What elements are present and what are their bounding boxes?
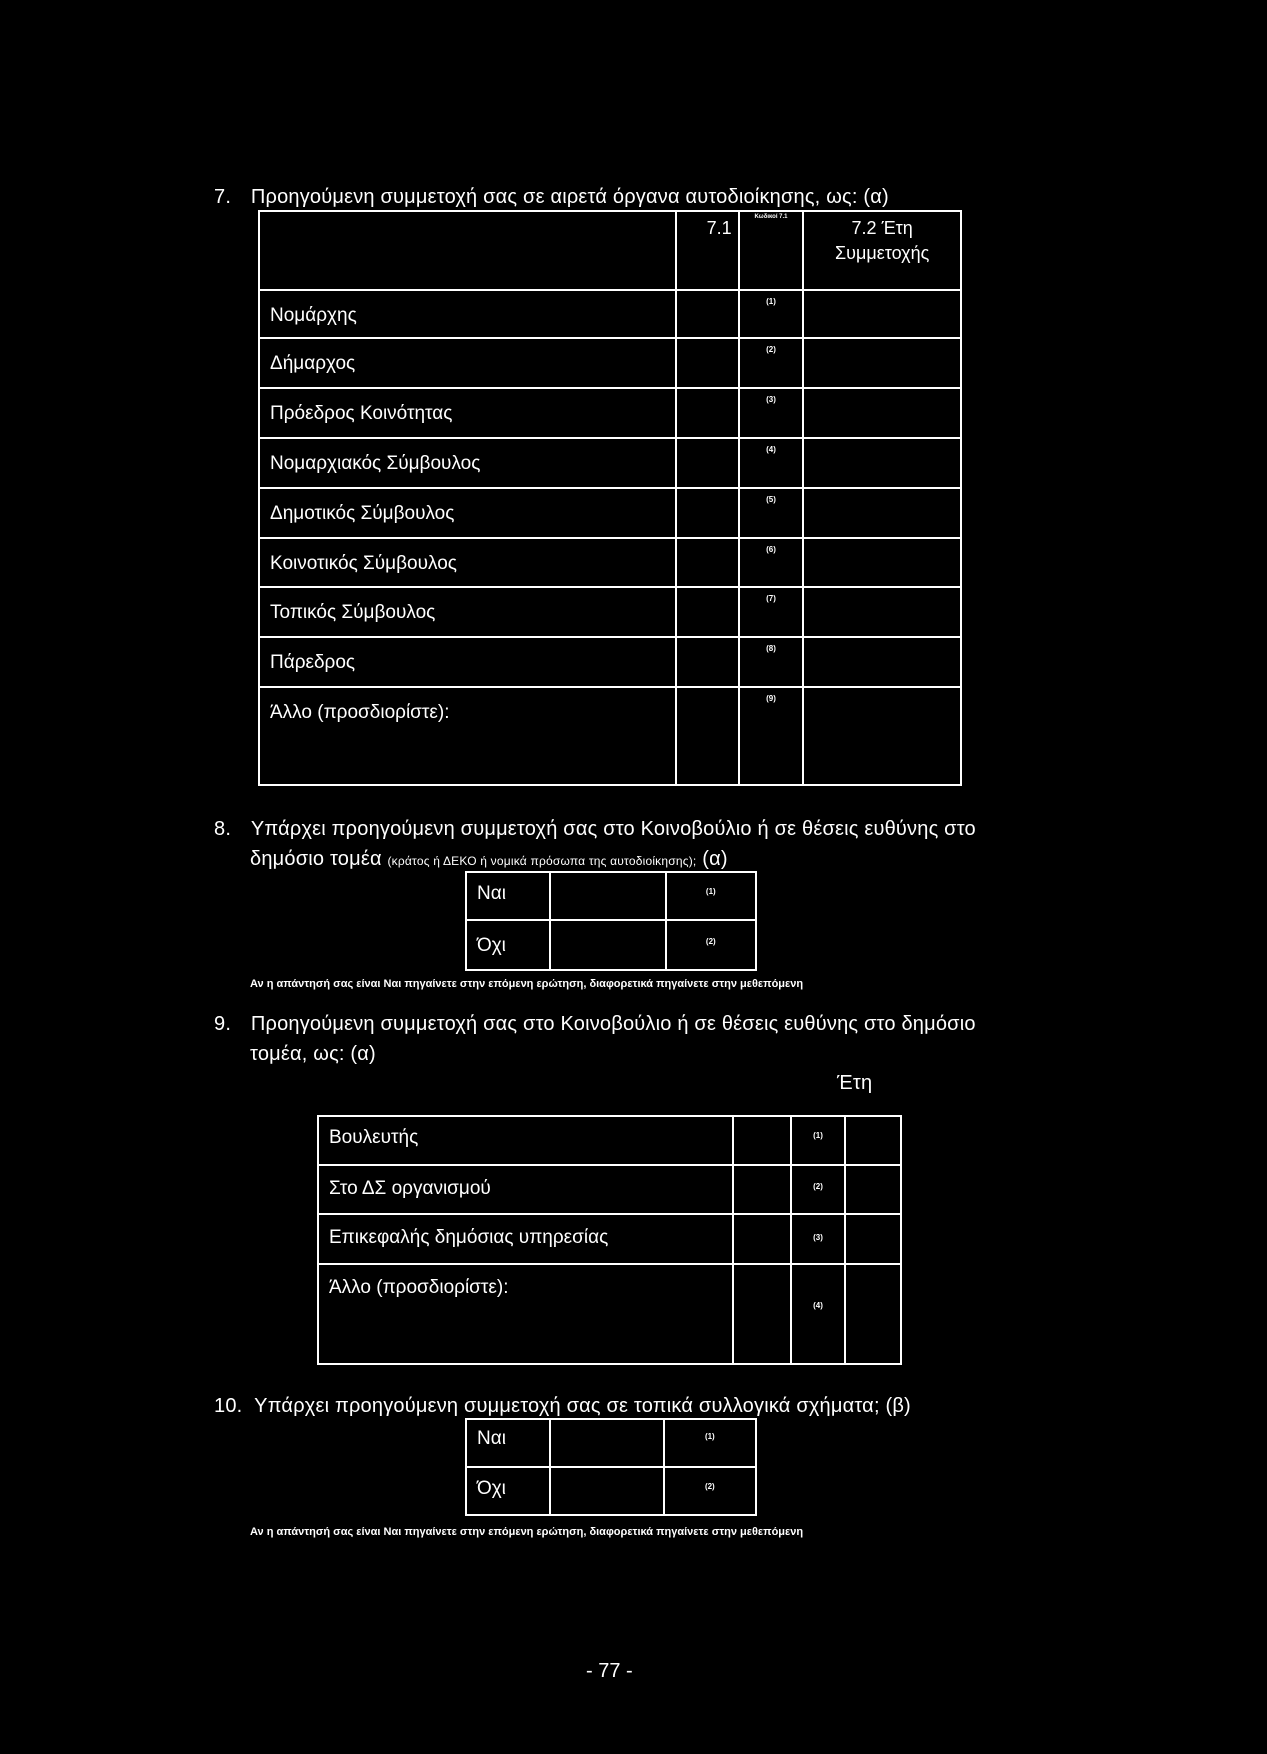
q8-answer-cell[interactable] xyxy=(550,872,666,920)
q8-row-label: Ναι xyxy=(466,872,550,920)
q7-row-label: Πάρεδρος xyxy=(259,637,676,687)
q7-row-label: Νομάρχης xyxy=(259,290,676,338)
table-row xyxy=(259,290,961,338)
q7-years-cell[interactable] xyxy=(803,637,961,687)
page-number: - 77 - xyxy=(586,1660,633,1682)
q8-number: 8. xyxy=(214,818,232,840)
q7-years-cell[interactable] xyxy=(803,438,961,488)
q7-years-cell[interactable] xyxy=(803,338,961,388)
q7-table xyxy=(258,210,962,786)
table-row xyxy=(259,637,961,687)
q8-heading-line2 xyxy=(250,848,728,871)
q7-col-years-header: 7.2 Έτη Συμμετοχής xyxy=(803,211,961,290)
q9-table xyxy=(317,1115,902,1365)
q7-years-cell[interactable] xyxy=(803,687,961,785)
q9-years-cell[interactable] xyxy=(845,1165,901,1214)
q7-number: 7. xyxy=(214,186,232,208)
table-row xyxy=(259,587,961,637)
q9-number: 9. xyxy=(214,1013,232,1035)
q10-number: 10. xyxy=(214,1395,243,1417)
q9-years-header: Έτη xyxy=(837,1072,873,1094)
q7-row-code: (9) xyxy=(739,687,804,785)
table-row xyxy=(318,1214,901,1264)
table-row xyxy=(318,1116,901,1165)
q8-line1: Υπάρχει προηγούμενη συμμετοχή σας στο Κοινοβούλιο ή σε θέσεις ευθύνης στο xyxy=(250,818,976,840)
q9-line2: τομέα, ως: (α) xyxy=(250,1043,376,1065)
q9-answer-cell[interactable] xyxy=(733,1165,791,1214)
q9-row-label: Άλλο (προσδιορίστε): xyxy=(318,1264,733,1364)
q7-row-label: Τοπικός Σύμβουλος xyxy=(259,587,676,637)
q10-text: Υπάρχει προηγούμενη συμμετοχή σας σε τοπικά συλλογικά σχήματα; (β) xyxy=(254,1395,911,1417)
q8-note: Αν η απάντησή σας είναι Ναι πηγαίνετε στην επόμενη ερώτηση, διαφορετικά πηγαίνετε στην μεθεπόμενη xyxy=(250,978,804,990)
q7-row-label: Πρόεδρος Κοινότητας xyxy=(259,388,676,438)
q9-row-label: Επικεφαλής δημόσιας υπηρεσίας xyxy=(318,1214,733,1264)
q10-row-label: Όχι xyxy=(466,1467,550,1515)
q9-heading xyxy=(214,1013,976,1036)
q9-answer-cell[interactable] xyxy=(733,1264,791,1364)
q9-row-code: (1) xyxy=(791,1116,846,1165)
q8-row-label: Όχι xyxy=(466,920,550,970)
table-row xyxy=(259,338,961,388)
q8-line2-small: (κράτος ή ΔΕΚΟ ή νομικά πρόσωπα της αυτοδιοίκησης); xyxy=(387,854,697,868)
q7-row-code: (7) xyxy=(739,587,804,637)
q7-answer-cell[interactable] xyxy=(676,637,739,687)
table-row xyxy=(466,920,756,970)
q7-years-cell[interactable] xyxy=(803,290,961,338)
q7-row-code: (2) xyxy=(739,338,804,388)
table-row xyxy=(466,872,756,920)
q10-row-code: (2) xyxy=(664,1467,756,1515)
q10-heading xyxy=(214,1395,911,1418)
q7-answer-cell[interactable] xyxy=(676,538,739,587)
q7-answer-cell[interactable] xyxy=(676,687,739,785)
q7-row-label: Νομαρχιακός Σύμβουλος xyxy=(259,438,676,488)
q7-row-code: (5) xyxy=(739,488,804,538)
table-row xyxy=(466,1467,756,1515)
table-row xyxy=(259,388,961,438)
table-row xyxy=(259,488,961,538)
q7-answer-cell[interactable] xyxy=(676,388,739,438)
table-row xyxy=(318,1165,901,1214)
q7-heading xyxy=(214,186,889,209)
q7-col-code-header: Κωδικοί 7.1 xyxy=(739,211,804,290)
q9-row-label: Στο ΔΣ οργανισμού xyxy=(318,1165,733,1214)
q7-years-cell[interactable] xyxy=(803,488,961,538)
table-row xyxy=(259,438,961,488)
q9-years-cell[interactable] xyxy=(845,1264,901,1364)
q10-answer-cell[interactable] xyxy=(550,1419,664,1467)
q10-answer-cell[interactable] xyxy=(550,1467,664,1515)
q10-row-code: (1) xyxy=(664,1419,756,1467)
q7-row-code: (8) xyxy=(739,637,804,687)
q8-row-code: (2) xyxy=(666,920,756,970)
q7-row-code: (1) xyxy=(739,290,804,338)
q7-header-empty xyxy=(259,211,676,290)
q9-years-cell[interactable] xyxy=(845,1116,901,1165)
q7-answer-cell[interactable] xyxy=(676,438,739,488)
q7-row-label: Κοινοτικός Σύμβουλος xyxy=(259,538,676,587)
q9-line1: Προηγούμενη συμμετοχή σας στο Κοινοβούλιο ή σε θέσεις ευθύνης στο δημόσιο xyxy=(250,1013,976,1035)
q7-years-cell[interactable] xyxy=(803,538,961,587)
table-row xyxy=(318,1264,901,1364)
q7-answer-cell[interactable] xyxy=(676,290,739,338)
table-row xyxy=(466,1419,756,1467)
q7-answer-cell[interactable] xyxy=(676,587,739,637)
q8-line2-tail: (α) xyxy=(702,848,728,870)
q7-row-label: Δημοτικός Σύμβουλος xyxy=(259,488,676,538)
q7-row-label: Άλλο (προσδιορίστε): xyxy=(259,687,676,785)
q7-years-cell[interactable] xyxy=(803,388,961,438)
q8-line2-main: δημόσιο τομέα xyxy=(250,848,382,870)
q7-row-code: (4) xyxy=(739,438,804,488)
q7-text: Προηγούμενη συμμετοχή σας σε αιρετά όργανα αυτοδιοίκησης, ως: (α) xyxy=(250,186,889,208)
q7-col-7-1: 7.1 xyxy=(676,211,739,290)
q9-row-code: (2) xyxy=(791,1165,846,1214)
q10-table xyxy=(465,1418,757,1516)
q10-row-label: Ναι xyxy=(466,1419,550,1467)
q9-row-code: (3) xyxy=(791,1214,846,1264)
q7-years-cell[interactable] xyxy=(803,587,961,637)
table-row xyxy=(259,538,961,587)
q8-row-code: (1) xyxy=(666,872,756,920)
q7-answer-cell[interactable] xyxy=(676,488,739,538)
q7-answer-cell[interactable] xyxy=(676,338,739,388)
q7-row-label: Δήμαρχος xyxy=(259,338,676,388)
q9-row-label: Βουλευτής xyxy=(318,1116,733,1165)
q7-header-row xyxy=(259,211,961,290)
q8-table xyxy=(465,871,757,971)
q9-row-code: (4) xyxy=(791,1264,846,1364)
q9-answer-cell[interactable] xyxy=(733,1116,791,1165)
q9-years-cell[interactable] xyxy=(845,1214,901,1264)
q8-heading xyxy=(214,818,976,841)
table-row xyxy=(259,687,961,785)
q9-answer-cell[interactable] xyxy=(733,1214,791,1264)
q10-note: Αν η απάντησή σας είναι Ναι πηγαίνετε στην επόμενη ερώτηση, διαφορετικά πηγαίνετε στην μεθεπόμενη xyxy=(250,1526,804,1538)
q8-answer-cell[interactable] xyxy=(550,920,666,970)
q7-row-code: (6) xyxy=(739,538,804,587)
q7-row-code: (3) xyxy=(739,388,804,438)
